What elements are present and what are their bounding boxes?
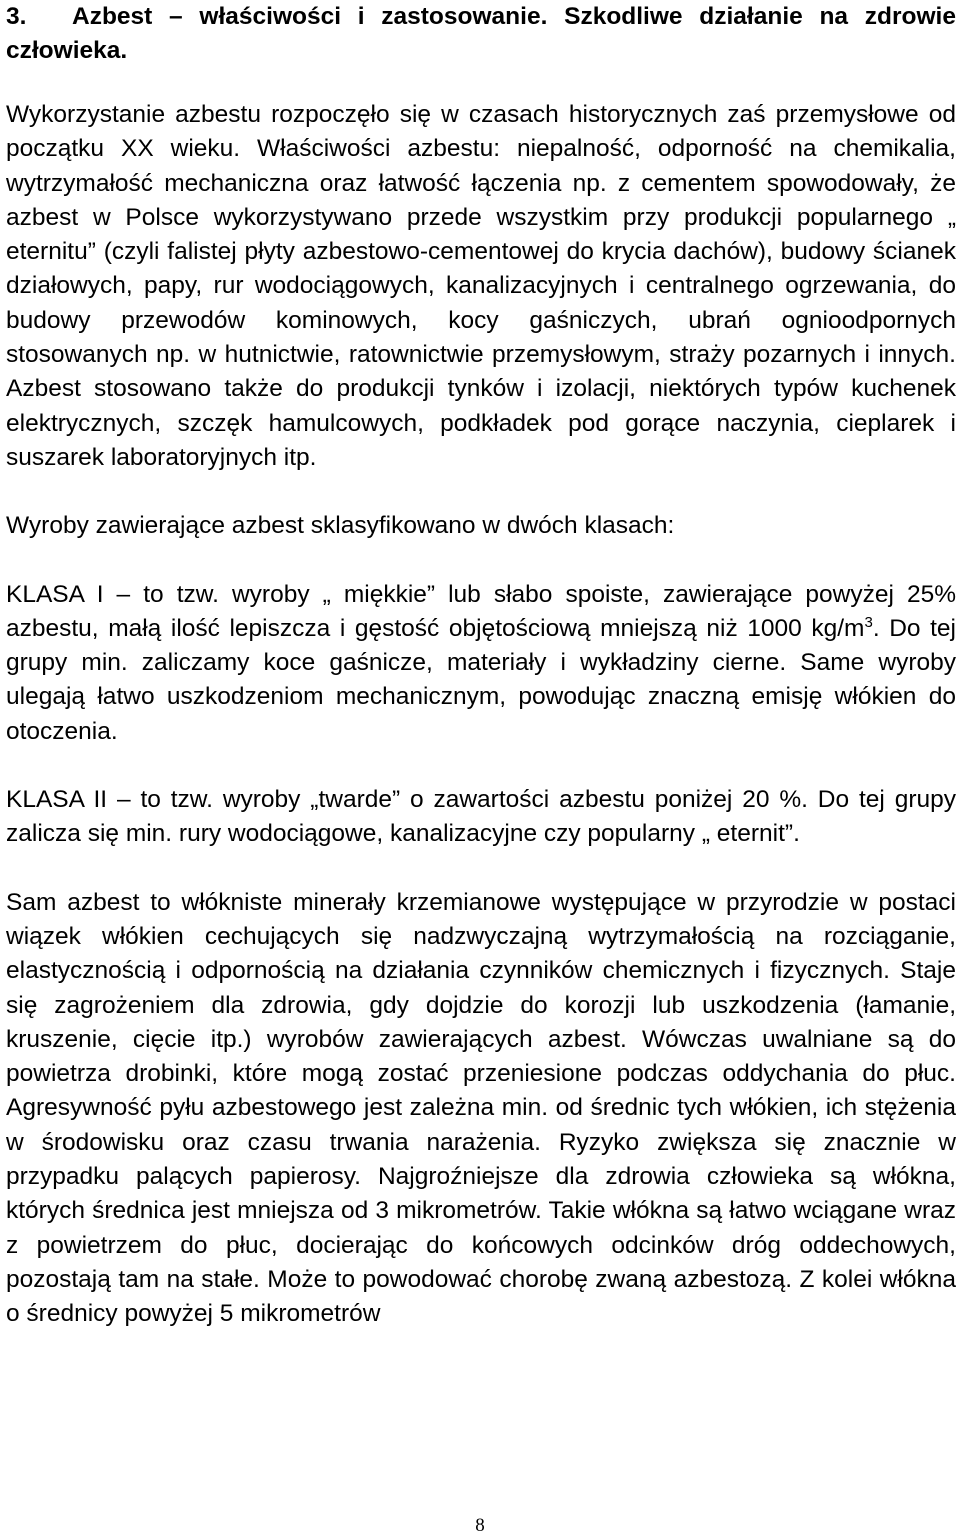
document-page — [6, 0, 956, 1332]
section-number: 3. — [6, 3, 27, 30]
spacer — [6, 68, 956, 98]
paragraph-class-two: KLASA II – to tzw. wyroby „twarde” o zawartości azbestu poniżej 20 %. Do tej grupy zalicza się min. rury wodociągowe, kanalizacyjne czy popularny „ eternit”. — [6, 786, 956, 848]
spacer — [6, 852, 956, 886]
spacer — [6, 544, 956, 578]
paragraph-health-effects: Sam azbest to włókniste minerały krzemianowe występujące w przyrodzie w postaci wiązek włókien cechujących się nadzwyczajną wytrzymałością na rozciąganie, elastycznością i odpornością na działania czynników chemicznych i fizycznych. Staje się zagrożeniem dla zdrowia, gdy dojdzie do korozji lub uszkodzenia (łamanie, kruszenie, cięcie itp.) wyrobów zawierających azbest. Wówczas uwalniane są do powietrza drobinki, które mogą zostać przeniesione podczas oddychania do płuc. Agresywność pyłu azbestowego jest zależna min. od średnic tych włókien, ich stężenia w środowisku oraz czasu trwania narażenia. Ryzyko zwiększa się znacznie w przypadku palących papierosy. Najgroźniejsze dla zdrowia człowieka są włókna, których średnica jest mniejsza od 3 mikrometrów. Takie włókna są łatwo wciągane wraz z powietrzem do płuc, docierając do końcowych odcinków dróg oddechowych, pozostają tam na stałe. Może to powodować chorobę zwaną azbestozą. Z kolei włókna o średnicy powyżej 5 mikrometrów — [6, 888, 956, 1328]
section-title: Azbest – właściwości i zastosowanie. Szkodliwe działanie na zdrowie człowieka. — [6, 3, 956, 64]
spacer — [6, 475, 956, 509]
class-one-text-start: KLASA I – to tzw. wyroby „ miękkie” lub słabo spoiste, zawierające powyżej 25% azbestu, małą ilość lepiszcza i gęstość objętościową mniejszą niż 1000 kg/m — [6, 580, 956, 642]
paragraph-classification-intro: Wyroby zawierające azbest sklasyfikowano w dwóch klasach: — [6, 512, 675, 540]
cubic-superscript: 3 — [864, 613, 873, 631]
section-heading — [6, 0, 956, 68]
class-one-text-end: . Do tej grupy min. zaliczamy koce gaśnicze, materiały i wykładziny cierne. Same wyroby ulegają łatwo uszkodzeniom mechanicznym, powodując znaczną emisję włókien do otoczenia. — [6, 614, 956, 745]
page-number: 8 — [475, 1515, 485, 1536]
paragraph-class-one — [6, 578, 956, 749]
spacer — [6, 749, 956, 783]
paragraph-asbestus-uses: Wykorzystanie azbestu rozpoczęło się w czasach historycznych zaś przemysłowe od początku XX wieku. Właściwości azbestu: niepalność, odporność na chemikalia, wytrzymałość mechaniczna oraz łatwość łączenia np. z cementem spowodowały, że azbest w Polsce wykorzystywano przede wszystkim przy produkcji popularnego „ eternitu” (czyli falistej płyty azbestowo-cementowej do krycia dachów), budowy ścianek działowych, papy, rur wodociągowych, kanalizacyjnych i centralnego ogrzewania, do budowy przewodów kominowych, kocy gaśniczych, ubrań ognioodpornych stosowanych np. w hutnictwie, ratownictwie przemysłowym, straży pozarnych i innych. Azbest stosowano także do produkcji tynków i izolacji, niektórych typów kuchenek elektrycznych, szczęk hamulcowych, podkładek pod gorące naczynia, cieplarek i suszarek laboratoryjnych itp. — [6, 101, 956, 471]
